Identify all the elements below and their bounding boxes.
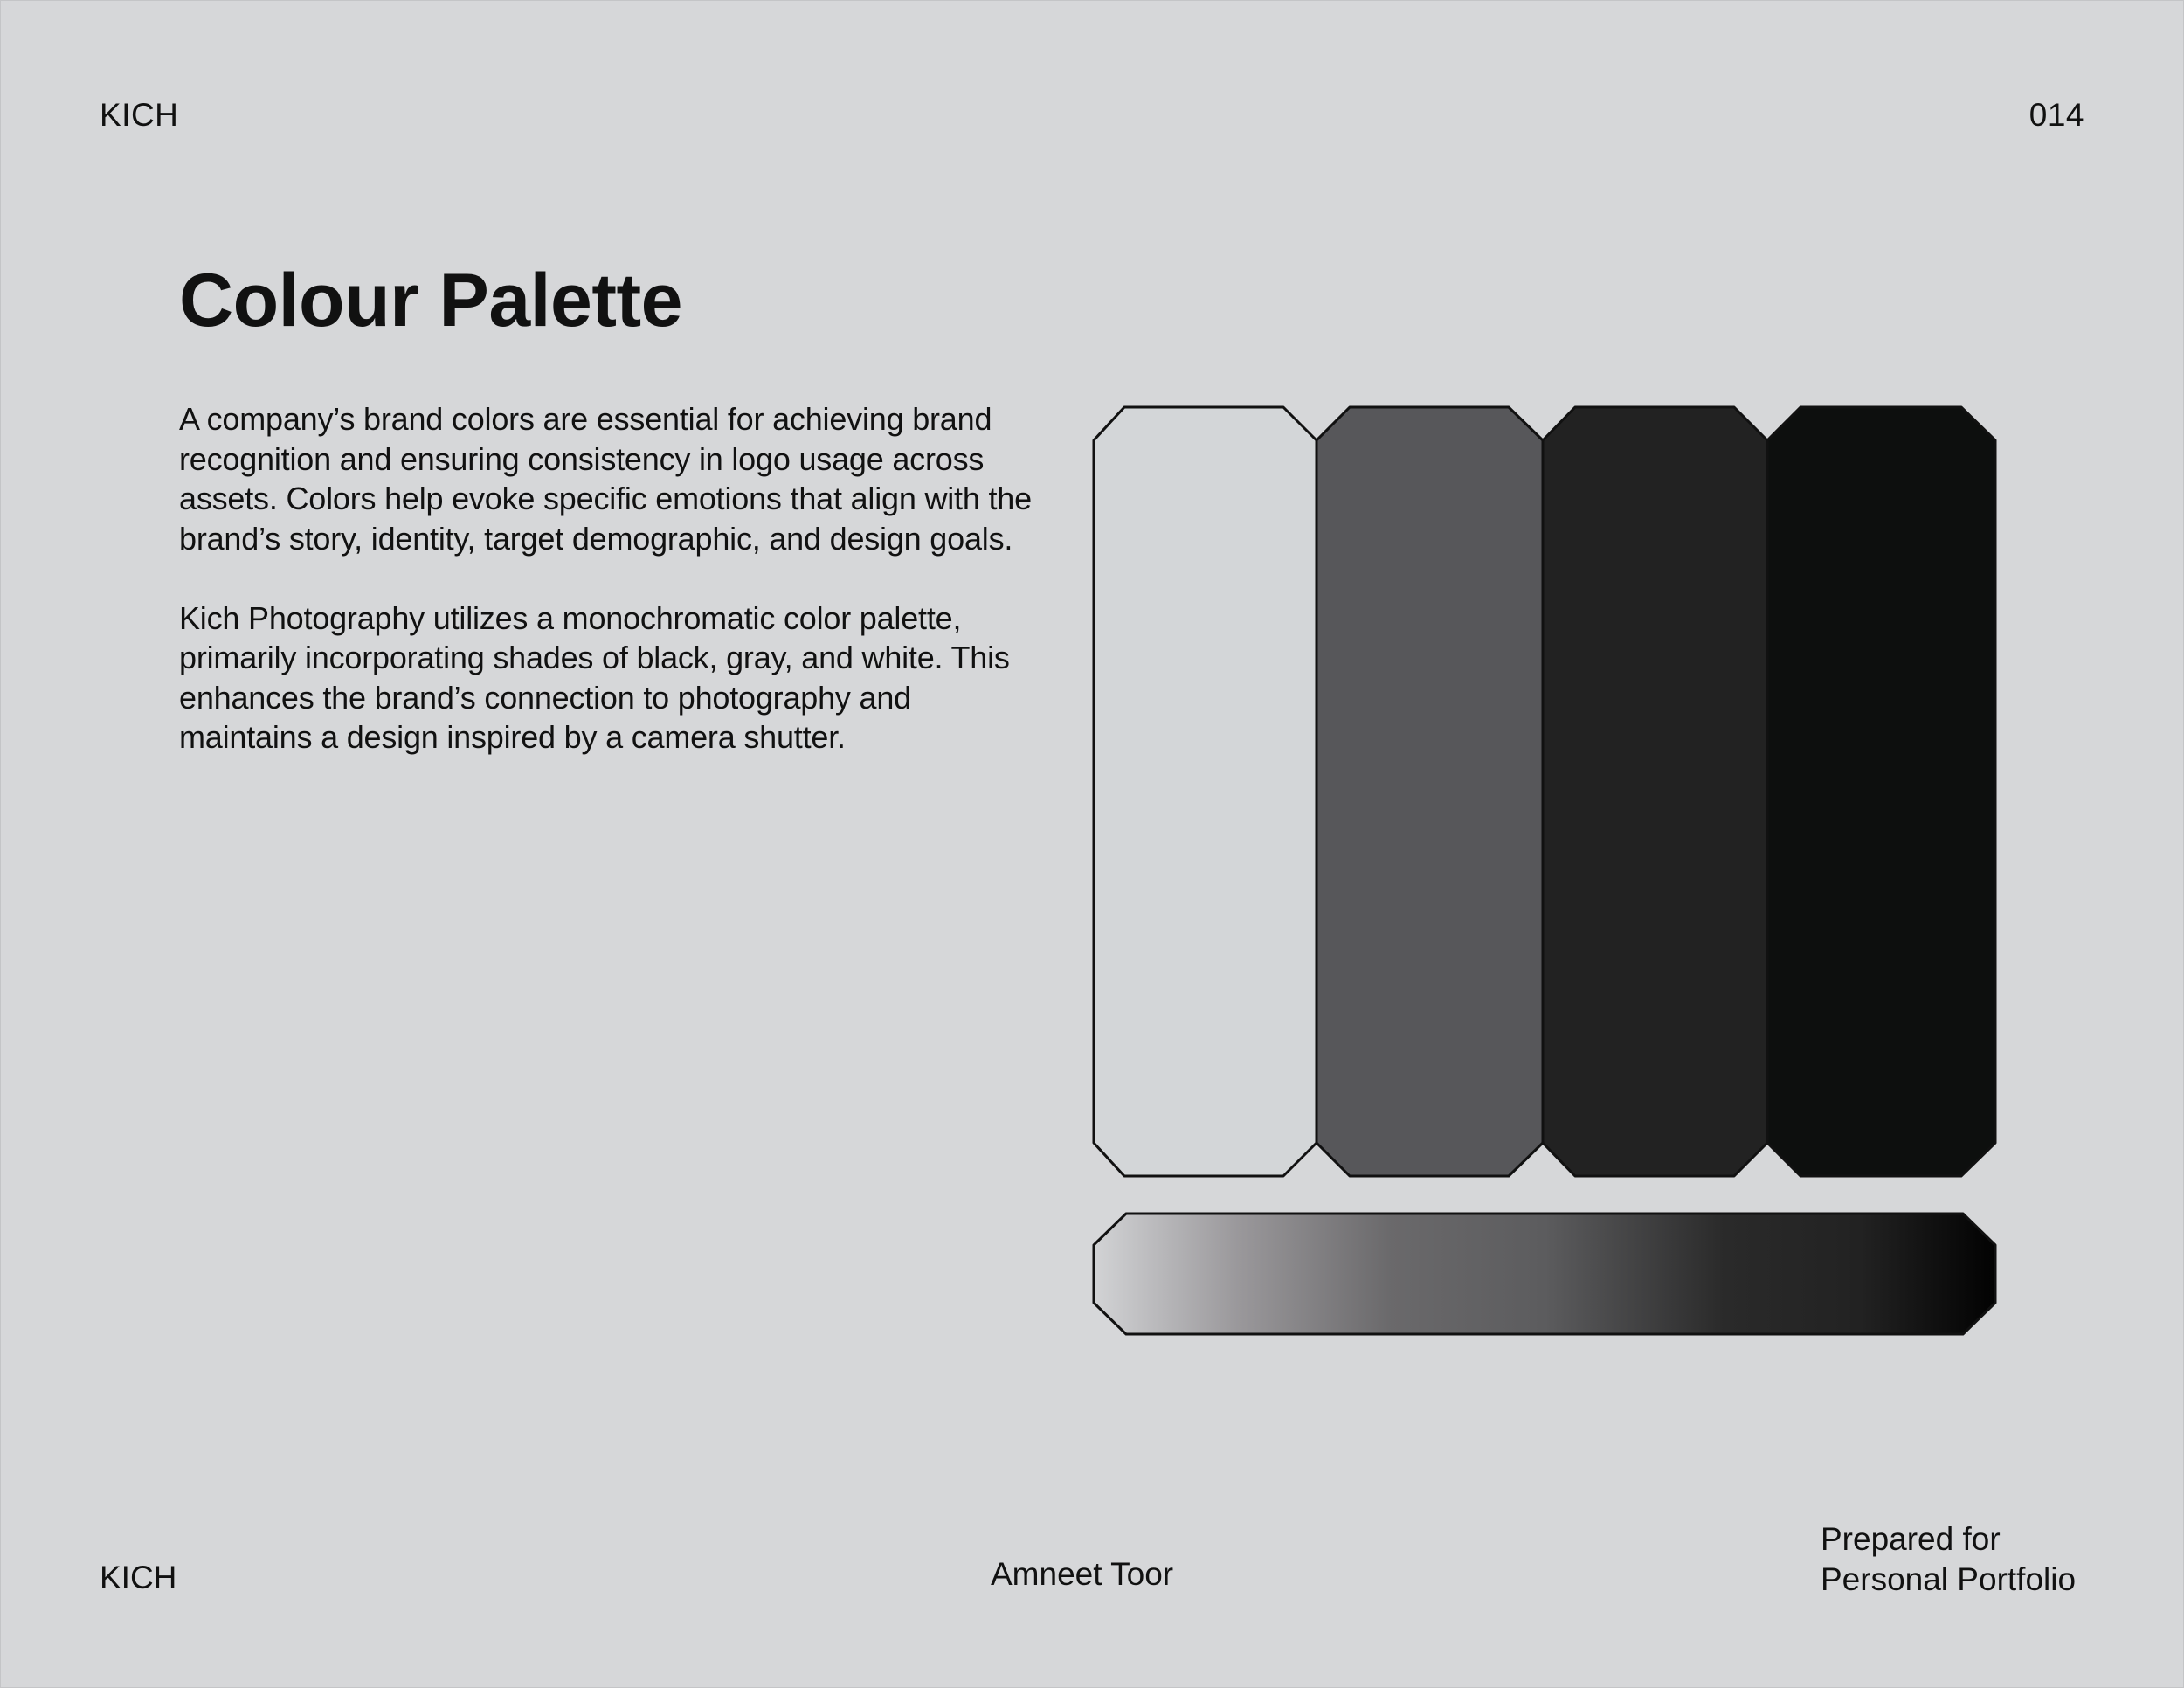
gradient-bar: [1092, 1212, 1997, 1336]
footer-author: Amneet Toor: [991, 1556, 1174, 1592]
prepared-for-line-2: Personal Portfolio: [1821, 1561, 2077, 1597]
swatch-medium-grey: [1317, 407, 1543, 1176]
description-paragraph-1: A company’s brand colors are essential for achieving brand recognition and ensuring consistency in logo usage across assets. Colors help evoke specific emotions that align with the brand’s story, identity, target demographic, and design goals.: [179, 401, 1032, 557]
colour-swatches: [1092, 405, 1997, 1178]
swatch-charcoal: [1543, 407, 1767, 1176]
header-brand: KICH: [100, 97, 179, 133]
footer-brand: KICH: [100, 1560, 177, 1595]
swatch-light-grey: [1094, 407, 1317, 1176]
page-title: Colour Palette: [179, 259, 682, 342]
description-paragraph-2: Kich Photography utilizes a monochromatic color palette, primarily incorporating shades of black, gray, and white. This enhances the brand’s connection to photography and maintains a design inspired by a camera shutter.: [179, 599, 1010, 755]
swatch-black: [1767, 407, 1995, 1176]
description: [179, 399, 1053, 797]
page-number: 014: [2028, 97, 2084, 133]
footer-prepared-for: [1821, 1519, 2076, 1600]
prepared-for-line-1: Prepared for: [1821, 1521, 2001, 1557]
gradient-shape: [1094, 1214, 1995, 1334]
